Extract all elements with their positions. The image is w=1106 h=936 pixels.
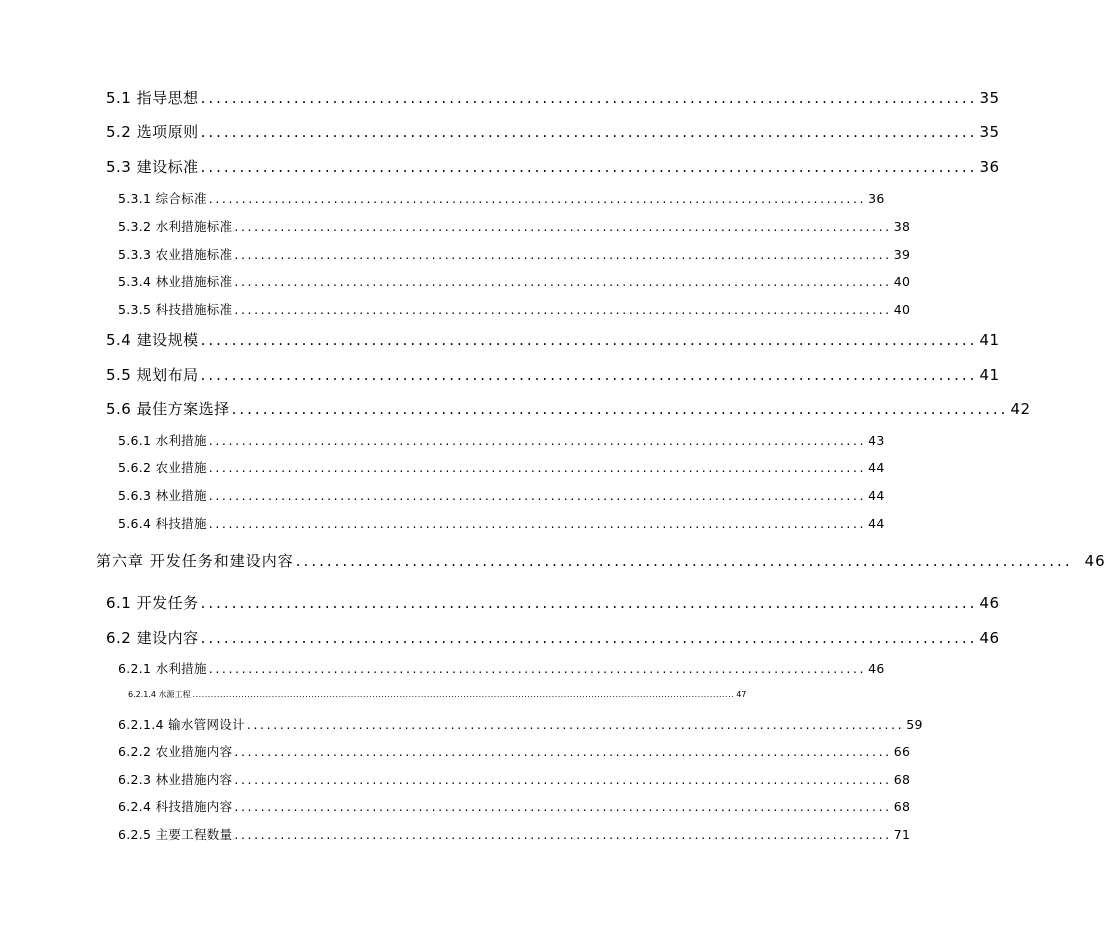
toc-entry-label: 6.1 开发任务 bbox=[106, 594, 199, 612]
toc-page-number: 36 bbox=[979, 158, 1000, 176]
toc-page-number: 39 bbox=[893, 247, 911, 262]
toc-page-number: 68 bbox=[893, 772, 911, 787]
toc-entry[interactable] bbox=[118, 797, 911, 815]
toc-entry[interactable] bbox=[128, 689, 747, 700]
toc-page-number: 40 bbox=[893, 302, 911, 317]
toc-entry-label: 6.2.3 林业措施内容 bbox=[118, 772, 233, 787]
toc-page-number: 46 bbox=[979, 594, 1000, 612]
toc-entry-label: 5.3 建设标准 bbox=[106, 158, 199, 176]
toc-entry[interactable] bbox=[118, 486, 885, 504]
toc-entry[interactable] bbox=[118, 458, 885, 476]
toc-entry[interactable] bbox=[118, 514, 885, 532]
toc-entry[interactable] bbox=[118, 189, 885, 207]
dot-leader: .................................................................................................... bbox=[200, 158, 978, 176]
toc-entry[interactable] bbox=[106, 627, 1000, 648]
dot-leader: .................................................................................................... bbox=[234, 247, 892, 262]
toc-entry-label: 5.6.1 水利措施 bbox=[118, 433, 207, 448]
dot-leader: .................................................................................................................................................................................. bbox=[192, 690, 735, 699]
dot-leader: .................................................................................................... bbox=[208, 661, 867, 676]
toc-page-number: 41 bbox=[979, 366, 1000, 384]
toc-entry-label: 5.6.4 科技措施 bbox=[118, 516, 207, 531]
dot-leader: .................................................................................................... bbox=[208, 191, 867, 206]
toc-page-number: 59 bbox=[906, 717, 923, 732]
dot-leader: .................................................................................................... bbox=[234, 219, 892, 234]
toc-entry-label: 5.1 指导思想 bbox=[106, 89, 199, 107]
toc-entry-label: 5.3.2 水利措施标准 bbox=[118, 219, 233, 234]
toc-entry-label: 6.2.5 主要工程数量 bbox=[118, 827, 233, 842]
dot-leader: .................................................................................................... bbox=[208, 433, 867, 448]
toc-entry[interactable] bbox=[106, 364, 1000, 385]
toc-entry-label: 5.6 最佳方案选择 bbox=[106, 400, 230, 418]
toc-entry[interactable] bbox=[118, 715, 923, 733]
dot-leader: .................................................................................................... bbox=[200, 123, 978, 141]
dot-leader: .................................................................................................... bbox=[200, 594, 978, 612]
toc-entry[interactable] bbox=[118, 431, 885, 449]
toc-page-number: 35 bbox=[979, 123, 1000, 141]
toc-entry-label: 6.2.1 水利措施 bbox=[118, 661, 207, 676]
toc-entry-label: 6.2 建设内容 bbox=[106, 629, 199, 647]
toc-entry-label: 5.2 选项原则 bbox=[106, 123, 199, 141]
toc-entry[interactable] bbox=[106, 592, 1000, 613]
toc-chapter-entry[interactable] bbox=[96, 550, 1106, 571]
toc-entry[interactable] bbox=[118, 217, 911, 235]
toc-page-number: 40 bbox=[893, 274, 911, 289]
toc-page-number: 44 bbox=[868, 488, 885, 503]
dot-leader: .................................................................................................... bbox=[208, 460, 867, 475]
dot-leader: .................................................................................................... bbox=[200, 89, 978, 107]
dot-leader: .................................................................................................... bbox=[234, 799, 892, 814]
toc-entry-label: 5.6.2 农业措施 bbox=[118, 460, 207, 475]
toc-page-number: 46 bbox=[1084, 552, 1106, 570]
toc-entry[interactable] bbox=[118, 742, 911, 760]
toc-page-number: 47 bbox=[736, 690, 747, 699]
toc-entry-label: 5.3.4 林业措施标准 bbox=[118, 274, 233, 289]
toc-page-number: 36 bbox=[868, 191, 885, 206]
toc-entry[interactable] bbox=[118, 659, 885, 677]
dot-leader: .................................................................................................... bbox=[231, 400, 1009, 418]
toc-entry[interactable] bbox=[106, 156, 1000, 177]
toc-entry-label: 6.2.4 科技措施内容 bbox=[118, 799, 233, 814]
dot-leader: .................................................................................................... bbox=[234, 744, 892, 759]
toc-entry-label: 5.3.3 农业措施标准 bbox=[118, 247, 233, 262]
dot-leader: .................................................................................................... bbox=[295, 552, 1073, 570]
toc-entry[interactable] bbox=[106, 329, 1000, 350]
dot-leader: .................................................................................................... bbox=[208, 488, 867, 503]
toc-entry[interactable] bbox=[118, 272, 911, 290]
toc-page-number: 44 bbox=[868, 516, 885, 531]
toc-entry-label: 5.3.1 综合标准 bbox=[118, 191, 207, 206]
toc-entry[interactable] bbox=[106, 398, 1031, 419]
toc-page-number: 71 bbox=[893, 827, 911, 842]
toc-page-number: 38 bbox=[893, 219, 911, 234]
toc-entry[interactable] bbox=[118, 300, 911, 318]
toc-page-number: 46 bbox=[868, 661, 885, 676]
toc-entry-label: 5.6.3 林业措施 bbox=[118, 488, 207, 503]
dot-leader: .................................................................................................... bbox=[246, 717, 905, 732]
toc-entry-label: 6.2.2 农业措施内容 bbox=[118, 744, 233, 759]
toc-entry-label: 5.5 规划布局 bbox=[106, 366, 199, 384]
toc-entry-label: 6.2.1.4 水源工程 bbox=[128, 690, 191, 699]
toc-entry-label: 5.3.5 科技措施标准 bbox=[118, 302, 233, 317]
dot-leader: .................................................................................................... bbox=[234, 274, 892, 289]
toc-entry-label: 5.4 建设规模 bbox=[106, 331, 199, 349]
toc-entry-label: 6.2.1.4 输水管网设计 bbox=[118, 717, 245, 732]
toc-page-number: 44 bbox=[868, 460, 885, 475]
dot-leader: .................................................................................................... bbox=[208, 516, 867, 531]
toc-entry[interactable] bbox=[118, 770, 911, 788]
dot-leader: .................................................................................................... bbox=[200, 331, 978, 349]
toc-page-number: 35 bbox=[979, 89, 1000, 107]
dot-leader: .................................................................................................... bbox=[200, 629, 978, 647]
dot-leader: .................................................................................................... bbox=[200, 366, 978, 384]
toc-entry-label: 第六章 开发任务和建设内容 bbox=[96, 552, 294, 570]
toc-page-number: 66 bbox=[893, 744, 911, 759]
toc-entry[interactable] bbox=[118, 245, 911, 263]
dot-leader: .................................................................................................... bbox=[234, 302, 892, 317]
toc-page-number: 68 bbox=[893, 799, 911, 814]
toc-page-number: 46 bbox=[979, 629, 1000, 647]
toc-page-number: 43 bbox=[868, 433, 885, 448]
toc-entry[interactable] bbox=[106, 121, 1000, 142]
toc-entry[interactable] bbox=[118, 825, 911, 843]
toc-page-number: 42 bbox=[1010, 400, 1031, 418]
toc-page-number: 41 bbox=[979, 331, 1000, 349]
toc-entry[interactable] bbox=[106, 87, 1000, 108]
dot-leader: .................................................................................................... bbox=[234, 827, 892, 842]
dot-leader: .................................................................................................... bbox=[234, 772, 892, 787]
